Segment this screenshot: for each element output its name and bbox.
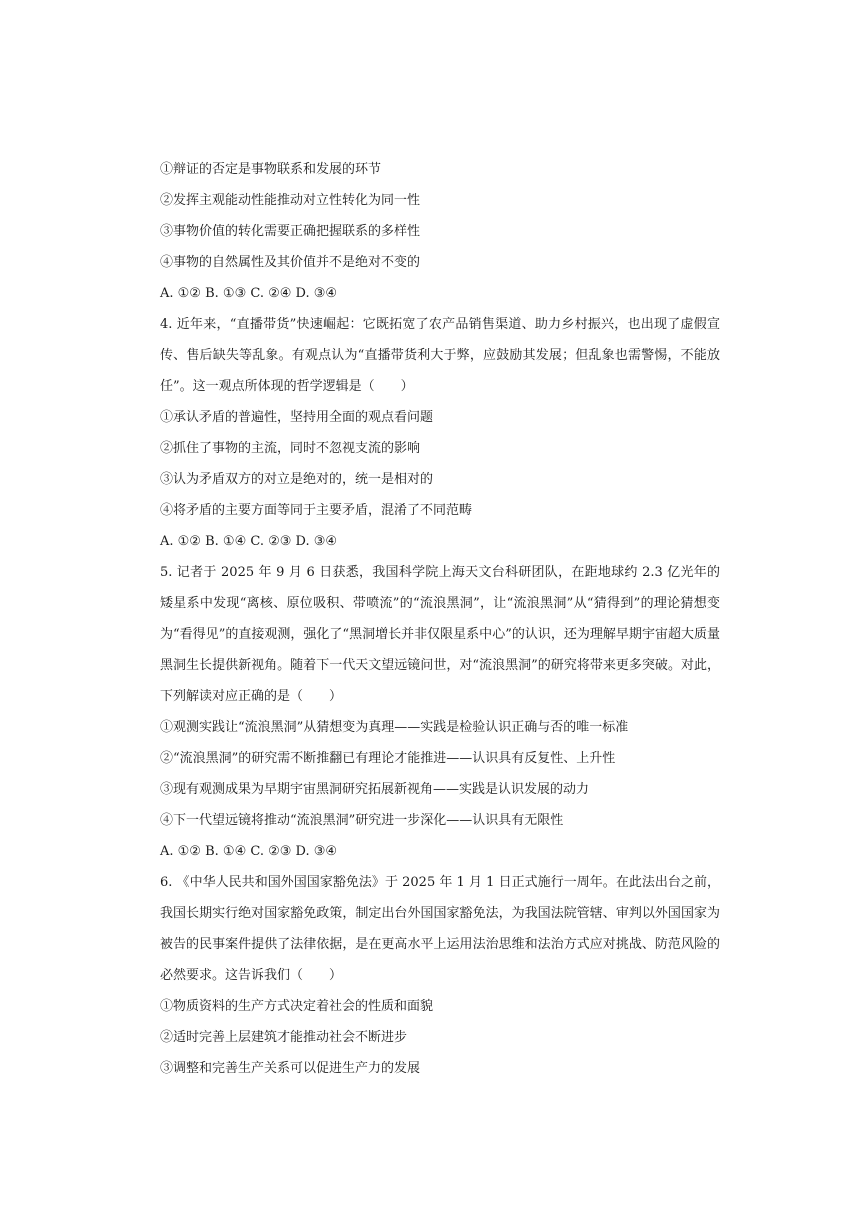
q4-option-4: ④将矛盾的主要方面等同于主要矛盾，混淆了不同范畴	[160, 503, 473, 518]
q4-option-2: ②抓住了事物的主流，同时不忽视支流的影响	[160, 441, 421, 456]
q4-answer-choices: A. ①② B. ①④ C. ②③ D. ③④	[160, 534, 338, 549]
question-5	[160, 557, 720, 867]
q5-option-2: ②“流浪黑洞”的研究需不断推翻已有理论才能推进——认识具有反复性、上升性	[160, 751, 616, 766]
q6-option-1: ①物质资料的生产方式决定着社会的性质和面貌	[160, 999, 434, 1014]
q5-option-1: ①观测实践让“流浪黑洞”从猜想变为真理——实践是检验认识正确与否的唯一标准	[160, 720, 629, 735]
q4-option-1: ①承认矛盾的普遍性，坚持用全面的观点看问题	[160, 410, 434, 425]
q5-stem: 5. 记者于 2025 年 9 月 6 日获悉，我国科学院上海天文台科研团队，在距地球约 2.3 亿光年的矮星系中发现“离核、原位吸积、带喷流”的“流浪黑洞”，让“流浪黑洞”从“猜得到”的理论猜想变为“看得见”的直接观测，强化了“黑洞增长并非仅限星系中心”的认识，还为理解早期宇宙超大质量黑洞生长提供新视角。随着下一代天文望远镜问世，对“流浪黑洞”的研究将带来更多突破。对此，下列解读对应正确的是（ ）	[160, 565, 720, 704]
q6-option-2: ②适时完善上层建筑才能推动社会不断进步	[160, 1030, 408, 1045]
q6-stem: 6. 《中华人民共和国外国国家豁免法》于 2025 年 1 月 1 日正式施行一周年。在此法出台之前，我国长期实行绝对国家豁免政策，制定出台外国国家豁免法，为我国法院管辖、审判以外国国家为被告的民事案件提供了法律依据，是在更高水平上运用法治思维和法治方式应对挑战、防范风险的必然要求。这告诉我们（ ）	[160, 875, 720, 983]
q4-stem: 4. 近年来，“直播带货”快速崛起：它既拓宽了农产品销售渠道、助力乡村振兴，也出现了虚假宣传、售后缺失等乱象。有观点认为“直播带货利大于弊，应鼓励其发展；但乱象也需警惕，不能放任”。这一观点所体现的哲学逻辑是（ ）	[160, 317, 720, 394]
q6-option-3: ③调整和完善生产关系可以促进生产力的发展	[160, 1061, 421, 1076]
q5-answer-choices: A. ①② B. ①④ C. ②③ D. ③④	[160, 844, 338, 859]
q4-option-3: ③认为矛盾双方的对立是绝对的，统一是相对的	[160, 472, 434, 487]
q5-option-3: ③现有观测成果为早期宇宙黑洞研究拓展新视角——实践是认识发展的动力	[160, 782, 590, 797]
question-4	[160, 309, 720, 557]
q3-option-2: ②发挥主观能动性能推动对立性转化为同一性	[160, 193, 421, 208]
q3-option-3: ③事物价值的转化需要正确把握联系的多样性	[160, 224, 421, 239]
question-6	[160, 867, 720, 1084]
q5-option-4: ④下一代望远镜将推动“流浪黑洞”研究进一步深化——认识具有无限性	[160, 813, 564, 828]
question-content	[160, 154, 720, 1084]
question-3-options	[160, 154, 720, 309]
q3-option-4: ④事物的自然属性及其价值并不是绝对不变的	[160, 255, 421, 270]
q3-option-1: ①辩证的否定是事物联系和发展的环节	[160, 162, 382, 177]
q3-answer-choices: A. ①② B. ①③ C. ②④ D. ③④	[160, 286, 338, 301]
